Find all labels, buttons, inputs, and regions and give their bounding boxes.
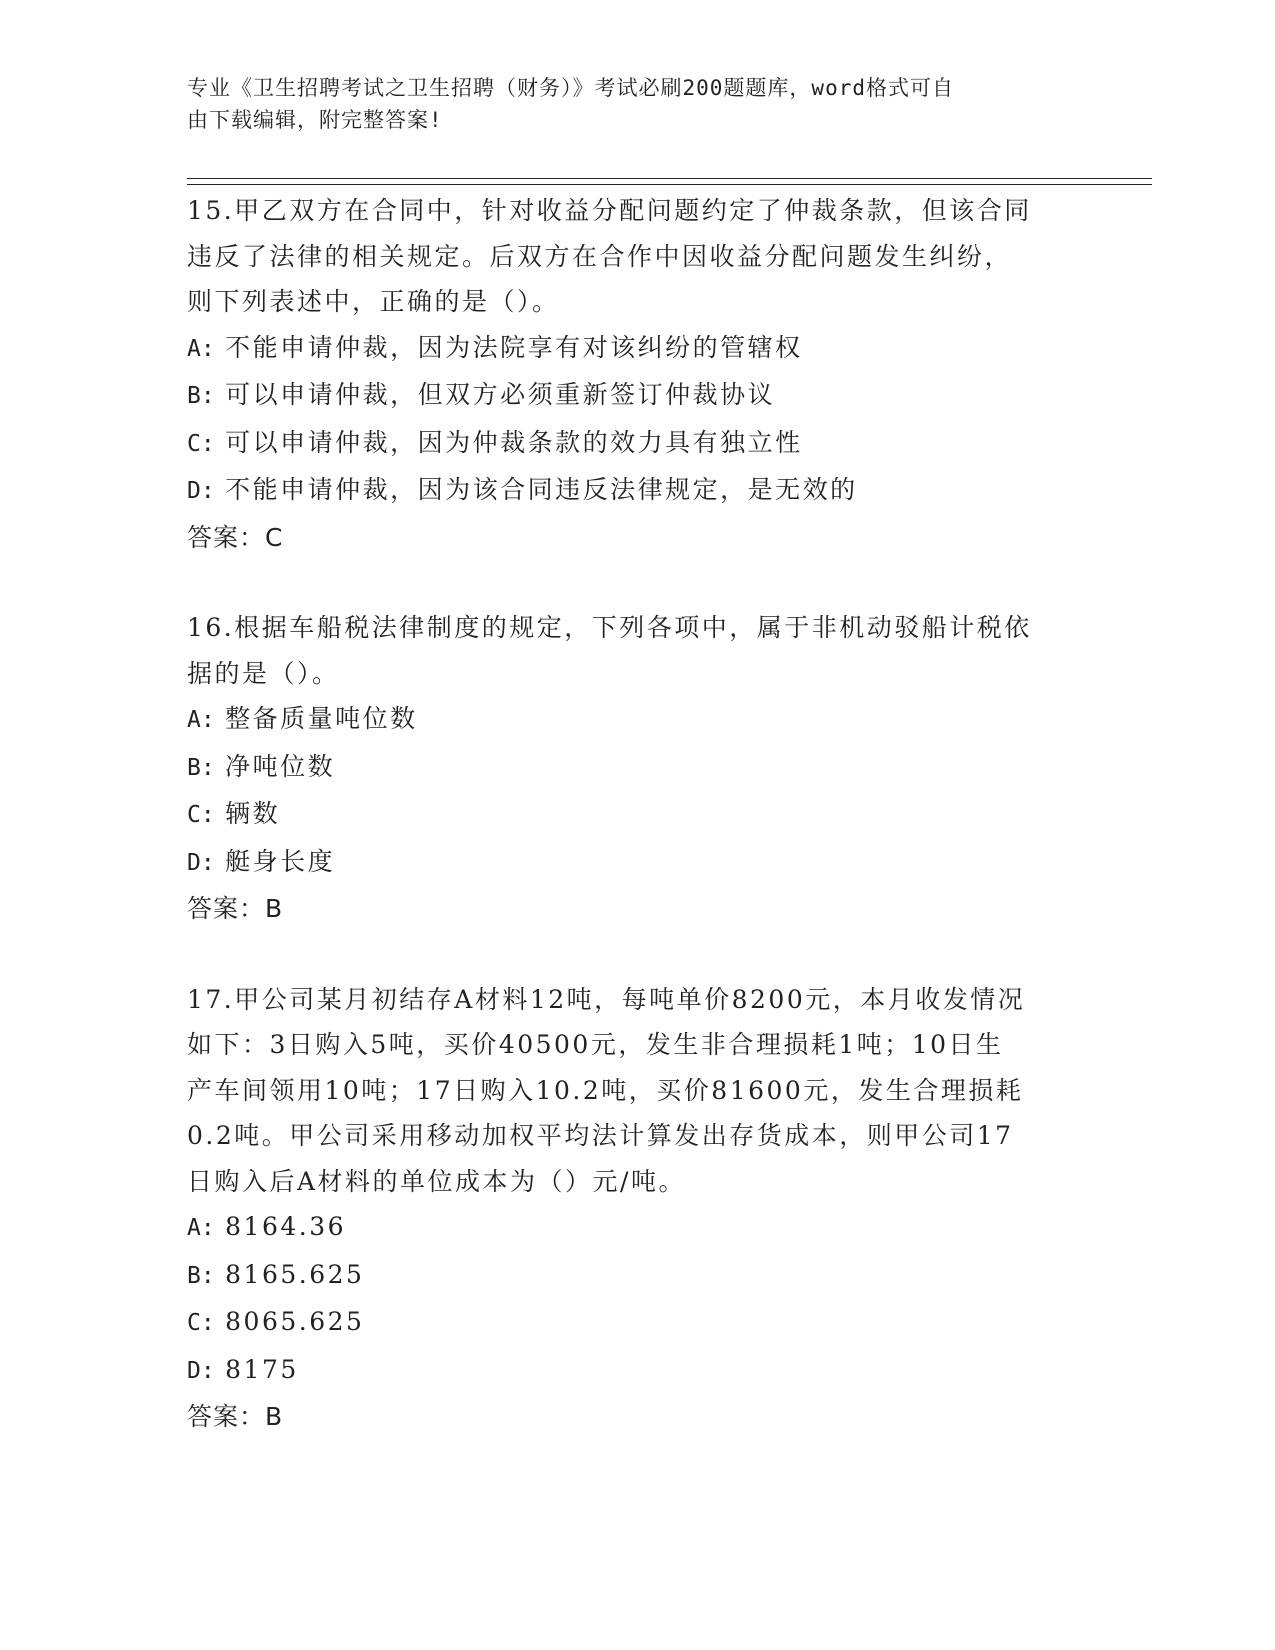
question-17-line-4: 0.2吨。甲公司采用移动加权平均法计算发出存货成本，则甲公司17 <box>187 1121 1014 1150</box>
question-list <box>187 188 1087 1440</box>
option-letter: B: <box>187 1262 215 1289</box>
header-divider <box>187 178 1152 179</box>
option-text: 不能申请仲裁，因为法院享有对该纠纷的管辖权 <box>225 332 803 362</box>
header-line-2: 由下载编辑，附完整答案! <box>187 108 443 132</box>
option-a <box>187 696 1087 744</box>
answer-line: 答案：B <box>187 894 284 923</box>
option-letter: C: <box>187 802 215 828</box>
option-c <box>187 791 1087 839</box>
option-text: 辆数 <box>225 799 281 828</box>
question-16 <box>187 605 1087 932</box>
option-a <box>187 325 1087 373</box>
option-text: 8164.36 <box>225 1212 347 1241</box>
question-17-line-3: 产车间领用10吨；17日购入10.2吨，买价81600元，发生合理损耗 <box>187 1075 1024 1105</box>
option-b <box>187 1252 1087 1300</box>
option-letter: B: <box>187 754 215 781</box>
spacer <box>187 932 1087 977</box>
answer-line: 答案：C <box>187 522 284 552</box>
option-text: 8175 <box>225 1354 299 1384</box>
spacer <box>187 560 1087 605</box>
option-d <box>187 839 1087 887</box>
option-text: 净吨位数 <box>225 751 336 781</box>
option-letter: B: <box>187 383 215 409</box>
option-d <box>187 1347 1087 1395</box>
option-text: 可以申请仲裁，因为仲裁条款的效力具有独立性 <box>225 427 803 457</box>
document-header <box>187 72 1067 136</box>
answer-line: 答案：B <box>187 1402 284 1431</box>
question-17-line-2: 如下：3日购入5吨，买价40500元，发生非合理损耗1吨；10日生 <box>187 1030 1004 1059</box>
option-letter: C: <box>187 1310 215 1336</box>
option-text: 8165.625 <box>225 1259 365 1289</box>
question-17 <box>187 977 1087 1440</box>
option-letter: D: <box>187 1357 215 1384</box>
option-b <box>187 372 1087 420</box>
option-text: 艇身长度 <box>225 846 336 876</box>
question-16-line-2: 据的是（）。 <box>187 658 340 688</box>
header-line-1: 专业《卫生招聘考试之卫生招聘（财务）》考试必刷200题题库，word格式可自 <box>187 76 954 100</box>
option-b <box>187 744 1087 792</box>
question-15-line-2: 违反了法律的相关规定。后双方在合作中因收益分配问题发生纠纷， <box>187 241 1013 271</box>
question-15-line-1: 15.甲乙双方在合同中，针对收益分配问题约定了仲裁条款，但该合同 <box>187 196 1032 225</box>
option-letter: C: <box>187 430 215 457</box>
option-c <box>187 1299 1087 1347</box>
question-17-line-1: 17.甲公司某月初结存A材料12吨，每吨单价8200元，本月收发情况 <box>187 984 1026 1014</box>
option-c <box>187 420 1087 468</box>
header-divider-double <box>187 184 1152 185</box>
question-15 <box>187 188 1087 560</box>
option-text: 不能申请仲裁，因为该合同违反法律规定，是无效的 <box>225 475 858 504</box>
question-16-line-1: 16.根据车船税法律制度的规定，下列各项中，属于非机动驳船计税依 <box>187 613 1032 642</box>
option-text: 可以申请仲裁，但双方必须重新签订仲裁协议 <box>225 380 776 409</box>
option-text: 整备质量吨位数 <box>225 704 418 733</box>
option-text: 8065.625 <box>225 1307 365 1336</box>
option-letter: A: <box>187 1215 215 1241</box>
question-15-line-3: 则下列表述中，正确的是（）。 <box>187 287 560 316</box>
option-letter: D: <box>187 849 215 876</box>
option-letter: A: <box>187 707 215 733</box>
option-d <box>187 467 1087 515</box>
option-letter: A: <box>187 335 215 362</box>
option-a <box>187 1204 1087 1252</box>
option-letter: D: <box>187 478 215 504</box>
question-17-line-5: 日购入后A材料的单位成本为（）元/吨。 <box>187 1166 686 1196</box>
